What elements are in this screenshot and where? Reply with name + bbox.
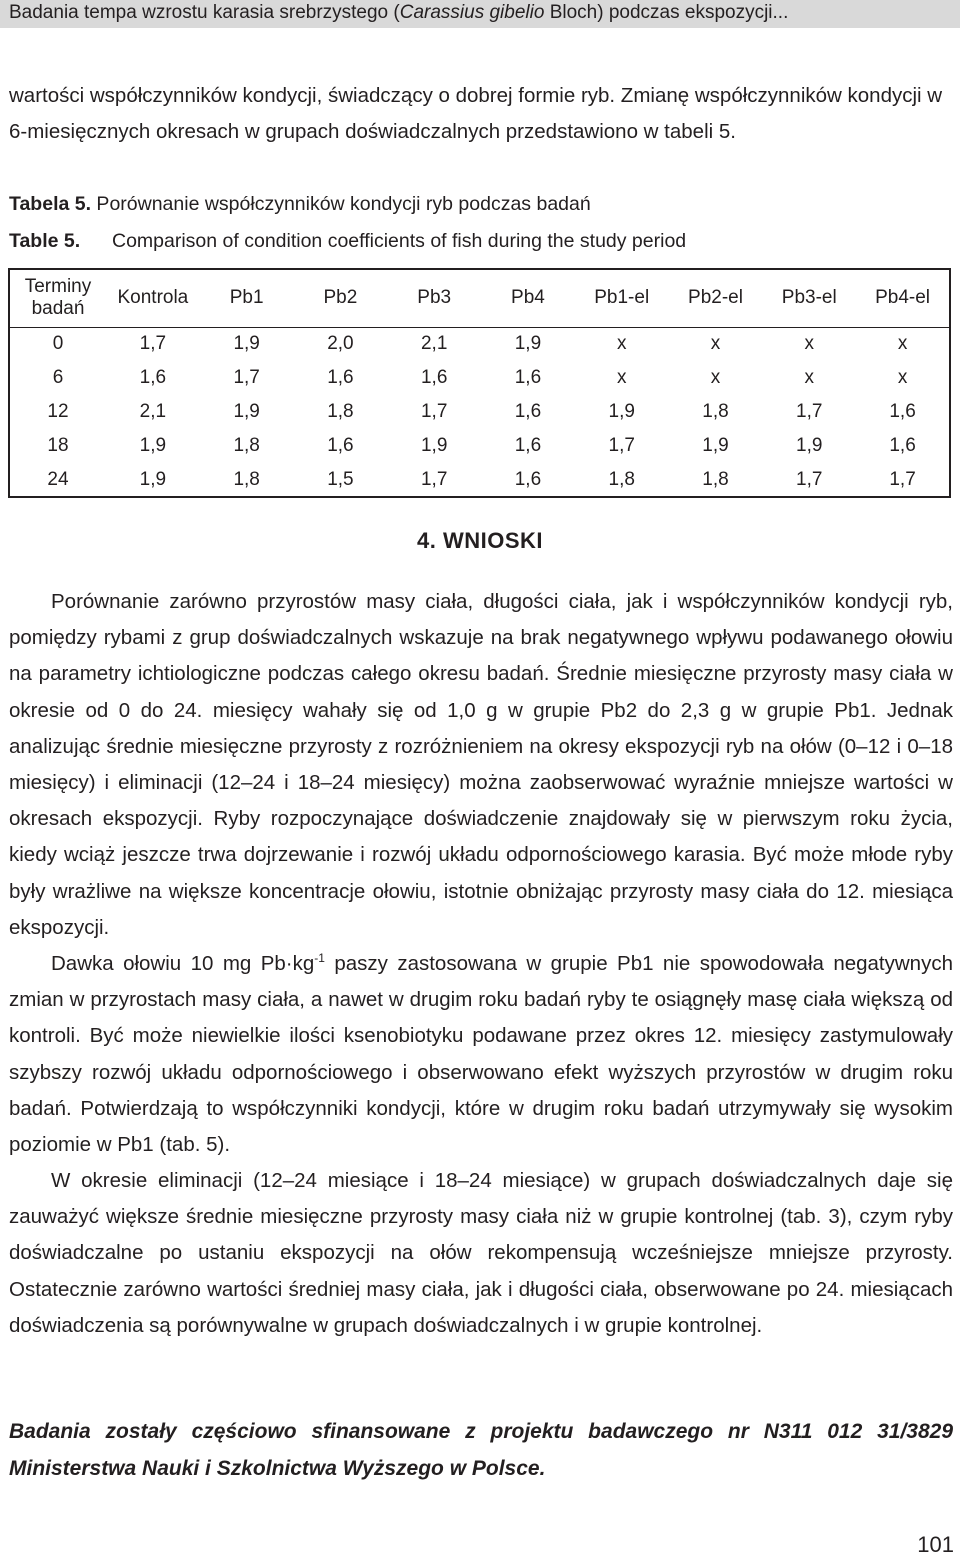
table-cell: x	[616, 333, 627, 355]
table-cell-period: 0	[52, 333, 64, 355]
table-cell: 1,7	[139, 333, 167, 355]
table-cell: x	[710, 333, 721, 355]
paragraph-2-rest: paszy zastosowana w grupie Pb1 nie spowodowała negatywnych zmian w przyrostach masy ciała, a nawet w drugim roku badań ryby te osiągnęły masę ciała większą od kontroli. Być może niewielkie ilości ksenobiotyku podawane przez okres 12. miesięcy zastymulowały szybszy rozwój układu odpornościowego i obserwowano efekt wyższych przyrostów w drugim roku badań. Potwierdzają to współczynniki kondycji, które w drugim roku badań utrzymywały się wysokim poziomie w Pb1 (tab. 5).	[9, 952, 953, 1157]
table-row	[9, 463, 950, 497]
table-cell: 1,8	[233, 468, 260, 490]
table-caption-english-text: Comparison of condition coefficients of fish during the study period	[112, 230, 687, 252]
table-caption-english-label: Table 5.	[9, 230, 81, 252]
header-text-end: Bloch) podczas ekspozycji...	[544, 2, 789, 23]
table-cell-period: 6	[52, 367, 64, 388]
table-caption-polish-label: Tabela 5.	[9, 193, 92, 215]
table-cell: 1,7	[796, 468, 823, 490]
funding-note: Badania zostały częściowo sfinansowane z projektu badawczego nr N311 012 31/3829 Ministerstwa Nauki i Szkolnictwa Wyższego w Polsce.	[9, 1420, 953, 1480]
table-cell: 1,6	[420, 367, 448, 388]
table-cell: 1,6	[327, 367, 354, 388]
table-cell: 1,8	[702, 468, 729, 490]
table-cell: 1,5	[327, 468, 354, 490]
table-cell: x	[616, 367, 627, 388]
running-header	[0, 0, 960, 28]
table-cell: 1,7	[889, 468, 916, 490]
table-cell: x	[710, 367, 721, 388]
table-cell: 1,7	[608, 435, 635, 456]
table-cell: x	[804, 367, 814, 388]
table-cell: x	[804, 333, 814, 355]
table-cell: 1,8	[702, 401, 729, 422]
table-cell: x	[897, 333, 908, 355]
conclusions-paragraph-3: W okresie eliminacji (12–24 miesiące i 18–24 miesiące) w grupach doświadczalnych daje się zauważyć większe średnie miesięczne przyrosty masy ciała niż w grupie kontrolnej (tab. 3), czym ryby doświadczalne po ustaniu ekspozycji na ołów rekompensują wcześniejsze mniejsze przyrosty. Ostatecznie zarówno wartości średniej masy ciała, jak i długości ciała, obserwowane po 24. miesiącach doświadczenia są porównywalne w grupach doświadczalnych i w grupie kontrolnej.	[9, 1169, 953, 1337]
table-cell: 2,1	[139, 401, 167, 422]
table-cell: 1,8	[327, 401, 354, 422]
table-cell: 1,6	[514, 435, 542, 456]
table-cell: 1,8	[233, 435, 260, 456]
table-cell: 1,6	[514, 468, 542, 490]
table-header-cell: Kontrola	[106, 269, 200, 327]
table-cell: 1,9	[702, 435, 729, 456]
table-cell: 1,9	[608, 401, 635, 422]
table-cell: 1,7	[796, 401, 823, 422]
table-row	[9, 361, 950, 395]
table-header-row	[9, 269, 950, 327]
table-cell: 1,6	[514, 367, 542, 388]
table-caption-english	[9, 227, 686, 255]
table-cell: 1,6	[889, 401, 916, 422]
table-header-cell: Pb1	[200, 269, 294, 327]
header-period-line1: Terminy	[24, 276, 92, 298]
section-heading: 4. WNIOSKI	[416, 528, 543, 553]
intro-paragraph: wartości współczynników kondycji, świadczący o dobrej formie ryb. Zmianę współczynników kondycji w 6-miesięcznych okresach w grupach doświadczalnych przedstawiono w tabeli 5.	[9, 84, 943, 143]
condition-coefficients-table	[8, 268, 951, 498]
table-header-cell: Pb1-el	[575, 269, 669, 327]
header-period-line2: badań	[31, 298, 85, 320]
table-cell: 1,6	[327, 435, 354, 456]
table-header-cell: Pb2-el	[669, 269, 763, 327]
table-cell: 1,9	[420, 435, 448, 456]
table-cell: 1,9	[139, 468, 167, 490]
conclusions-paragraph-1: Porównanie zarówno przyrostów masy ciała, długości ciała, jak i współczynników kondycji ryb, pomiędzy rybami z grup doświadczalnych wskazuje na brak negatywnego wpływu podawanego ołowiu na parametry ichtiologiczne podczas całego okresu badań. Średnie miesięczne przyrosty masy ciała w okresie od 0 do 24. miesięcy wahały się od 1,0 g w grupie Pb2 do 2,3 g w grupie Pb1. Jednak analizując średnie miesięczne przyrosty z rozróżnieniem na okresy ekspozycji ryb na ołów (0–12 i 0–18 miesięcy) i eliminacji (12–24 i 18–24 miesięcy) można zaobserwować wyraźnie mniejsze wartości w okresach ekspozycji. Ryby rozpoczynające doświadczenie znajdowały się w pierwszym roku życia, kiedy wciąż jeszcze trwa dojrzewanie i rozwój układu odpornościowego karasia. Być może młode ryby były wrażliwe na większe koncentracje ołowiu, istotnie obniżając przyrosty masy ciała do 12. miesiąca ekspozycji.	[9, 590, 953, 939]
table-body	[9, 327, 950, 497]
table-cell: 1,7	[420, 401, 448, 422]
table-cell-period: 24	[47, 468, 69, 490]
table-cell: 1,6	[889, 435, 916, 456]
table-header-cell-period	[9, 269, 106, 327]
table-cell: 1,9	[139, 435, 167, 456]
table-header-cell: Pb2	[294, 269, 388, 327]
table-caption-polish-text: Porównanie współczynników kondycji ryb podczas badań	[91, 193, 591, 215]
table-cell: 1,8	[608, 468, 635, 490]
table-row	[9, 327, 950, 361]
table-header-cell: Pb3-el	[762, 269, 856, 327]
table-cell: 2,0	[327, 333, 354, 355]
table-cell: x	[897, 367, 908, 388]
table-row	[9, 395, 950, 429]
table-cell: 1,7	[233, 367, 260, 388]
exponent: -1	[314, 951, 325, 966]
table-cell-period: 18	[47, 435, 69, 456]
table-row	[9, 429, 950, 463]
table-caption-polish	[9, 190, 591, 218]
header-species-name: Carassius gibelio	[399, 2, 545, 23]
table-cell-period: 12	[47, 401, 69, 422]
table-header-cell: Pb4-el	[856, 269, 950, 327]
table-cell: 1,6	[514, 401, 542, 422]
table-cell: 1,9	[233, 333, 260, 355]
table-cell: 1,9	[514, 333, 542, 355]
table-cell: 1,9	[233, 401, 260, 422]
conclusions-paragraph-2	[9, 946, 953, 1163]
table-header-cell: Pb4	[481, 269, 575, 327]
paragraph-2-start: Dawka ołowiu 10 mg Pb·kg	[51, 952, 315, 975]
table-cell: 1,6	[139, 367, 167, 388]
page-number: 101	[917, 1532, 954, 1557]
table-cell: 2,1	[420, 333, 448, 355]
table-header-cell: Pb3	[387, 269, 481, 327]
table-cell: 1,9	[796, 435, 823, 456]
header-text-start: Badania tempa wzrostu karasia srebrzystego (	[9, 2, 400, 23]
table-cell: 1,7	[420, 468, 448, 490]
